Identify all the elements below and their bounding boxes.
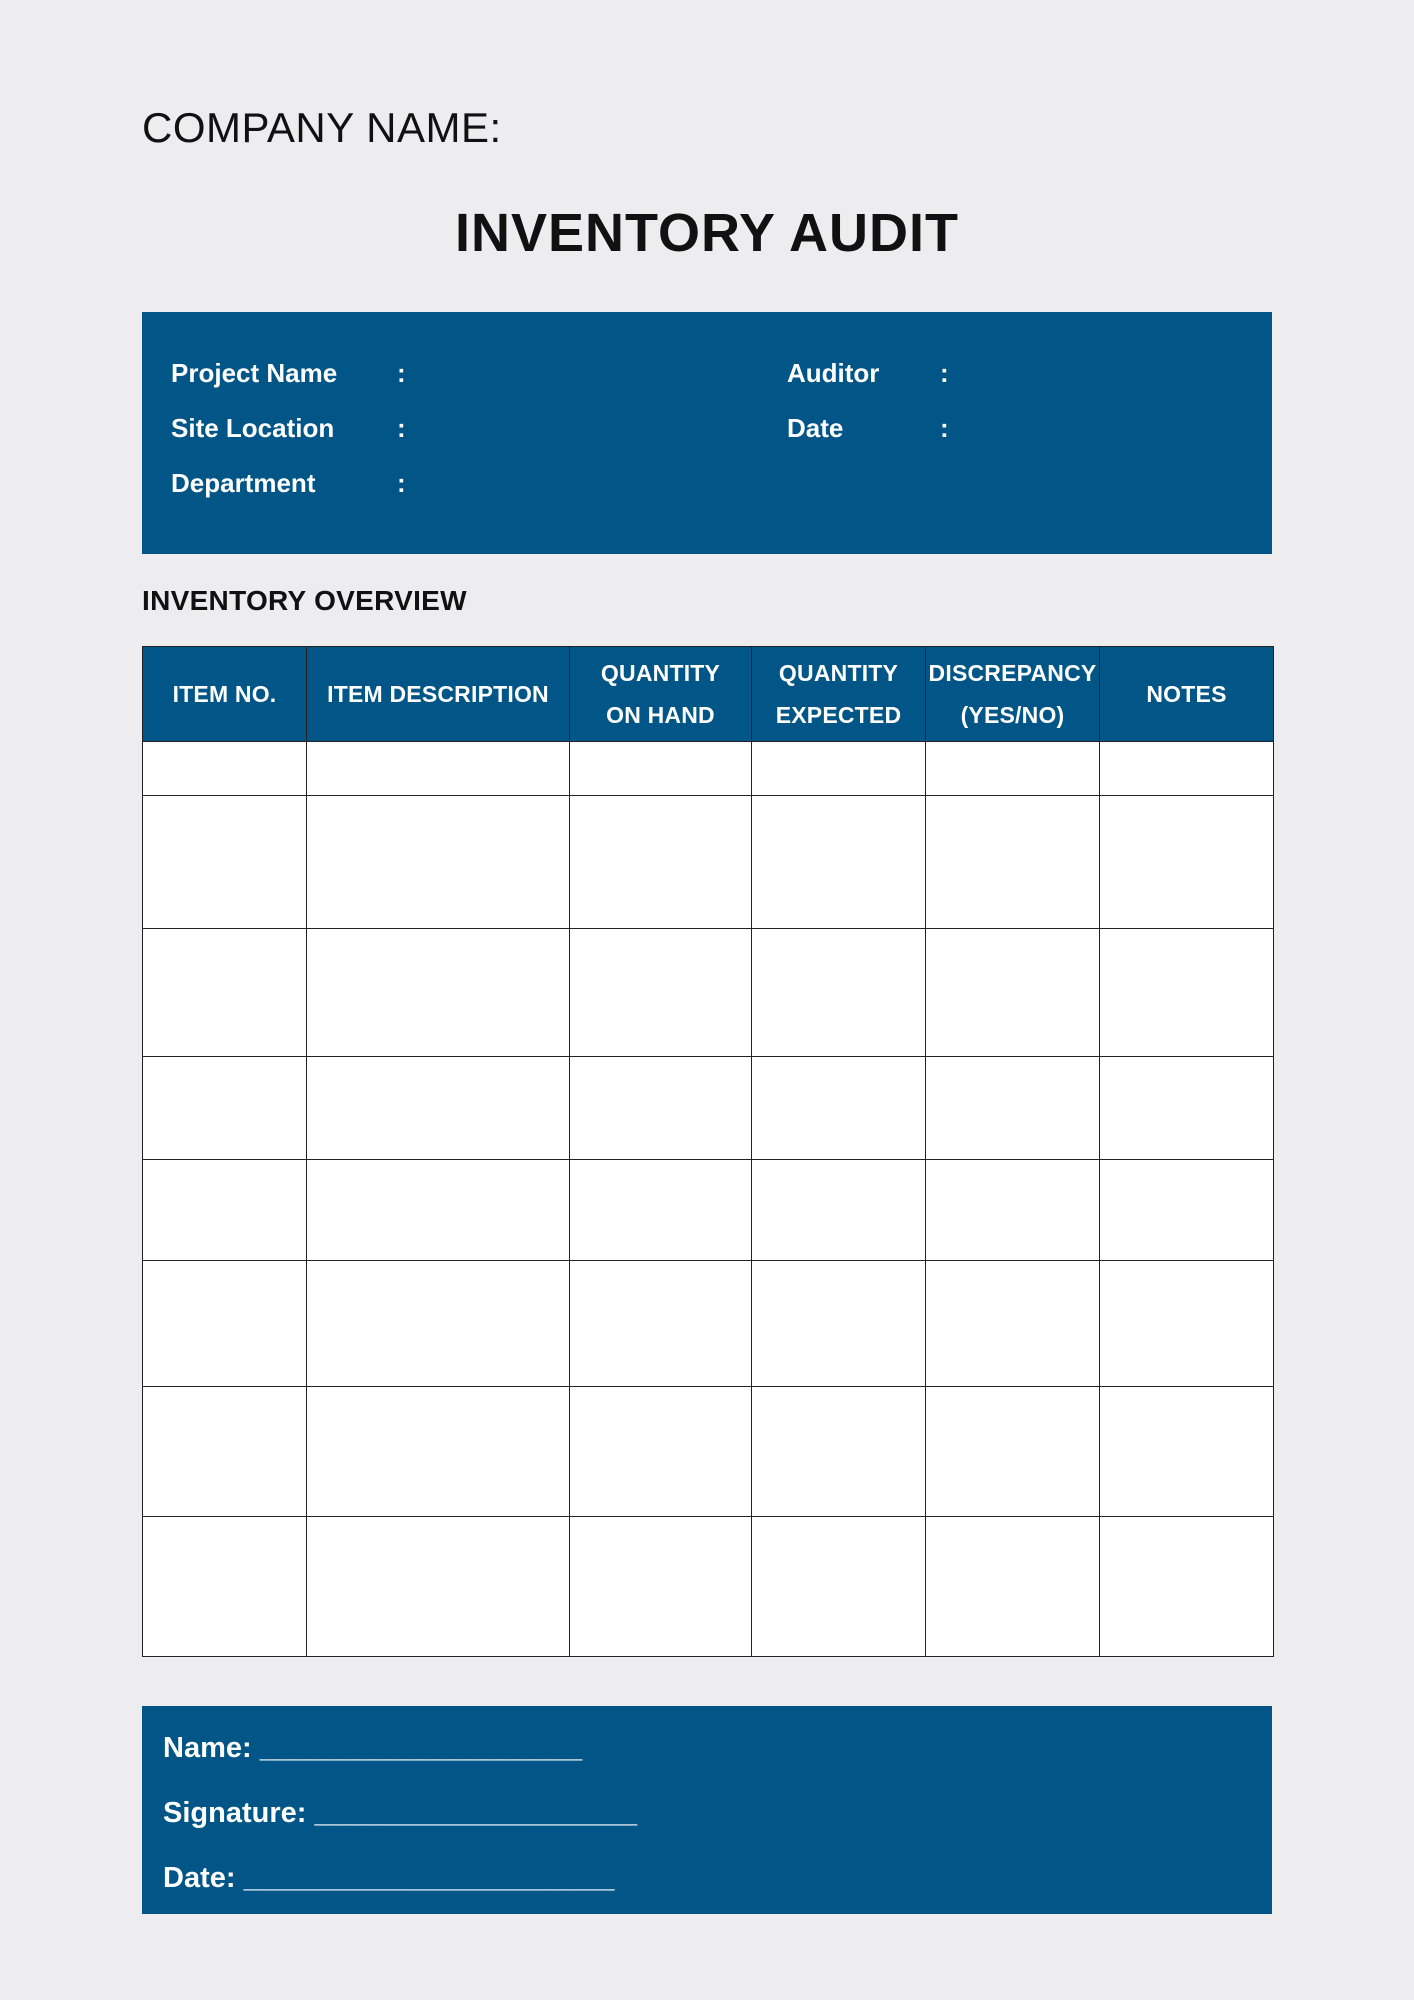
table-cell[interactable] xyxy=(570,929,752,1057)
table-cell[interactable] xyxy=(570,1261,752,1387)
table-cell[interactable] xyxy=(752,796,926,929)
table-cell[interactable] xyxy=(307,1261,570,1387)
column-header-line: QUANTITY xyxy=(778,660,899,686)
table-cell[interactable] xyxy=(307,929,570,1057)
inventory-table xyxy=(142,646,1274,1657)
table-cell[interactable] xyxy=(752,1387,926,1517)
date-label: Date xyxy=(787,413,844,443)
auditor-label: Auditor xyxy=(787,358,880,388)
project-name-row xyxy=(171,356,671,390)
table-cell[interactable] xyxy=(1100,796,1274,929)
department-label: Department xyxy=(171,468,316,498)
table-cell[interactable] xyxy=(307,742,570,796)
table-cell[interactable] xyxy=(307,1057,570,1160)
column-header-line: EXPECTED xyxy=(775,702,902,728)
column-header-quantity-expected xyxy=(752,647,926,742)
table-cell[interactable] xyxy=(926,1057,1100,1160)
table-cell[interactable] xyxy=(143,1387,307,1517)
name-signoff-field[interactable]: Name: ____________________ xyxy=(163,1732,583,1764)
table-cell[interactable] xyxy=(1100,1517,1274,1657)
table-cell[interactable] xyxy=(752,1517,926,1657)
date-signoff-field[interactable]: Date: _______________________ xyxy=(163,1862,615,1894)
table-row xyxy=(143,1387,1274,1517)
company-name-label: COMPANY NAME: xyxy=(142,104,502,151)
table-cell[interactable] xyxy=(143,929,307,1057)
column-header-line: ON HAND xyxy=(606,702,715,728)
table-cell[interactable] xyxy=(926,929,1100,1057)
table-cell[interactable] xyxy=(752,1057,926,1160)
table-cell[interactable] xyxy=(1100,929,1274,1057)
column-header-line: ITEM DESCRIPTION xyxy=(327,681,549,707)
table-cell[interactable] xyxy=(752,1261,926,1387)
table-cell[interactable] xyxy=(926,1160,1100,1261)
auditor-colon: : xyxy=(940,358,949,388)
table-cell[interactable] xyxy=(926,796,1100,929)
table-cell[interactable] xyxy=(570,796,752,929)
inventory-overview-heading: INVENTORY OVERVIEW xyxy=(142,585,467,616)
column-header-notes xyxy=(1100,647,1274,742)
column-header-line: DISCREPANCY xyxy=(928,660,1097,686)
table-row xyxy=(143,1261,1274,1387)
table-cell[interactable] xyxy=(570,1057,752,1160)
table-row xyxy=(143,742,1274,796)
table-cell[interactable] xyxy=(752,742,926,796)
page-title: INVENTORY AUDIT xyxy=(454,203,960,263)
column-header-item-no xyxy=(143,647,307,742)
column-header-item-description xyxy=(307,647,570,742)
column-header-quantity-on-hand xyxy=(570,647,752,742)
table-row xyxy=(143,1517,1274,1657)
table-cell[interactable] xyxy=(926,1261,1100,1387)
table-cell[interactable] xyxy=(570,1517,752,1657)
column-header-line: (YES/NO) xyxy=(960,702,1065,728)
table-cell[interactable] xyxy=(307,796,570,929)
table-row xyxy=(143,1160,1274,1261)
project-name-colon: : xyxy=(397,358,406,388)
auditor-row xyxy=(787,356,1187,390)
project-info-panel xyxy=(142,312,1272,554)
table-cell[interactable] xyxy=(143,1057,307,1160)
table-cell[interactable] xyxy=(143,1261,307,1387)
column-header-line: QUANTITY xyxy=(600,660,721,686)
table-cell[interactable] xyxy=(1100,1160,1274,1261)
project-name-label: Project Name xyxy=(171,358,338,388)
table-cell[interactable] xyxy=(143,796,307,929)
table-cell[interactable] xyxy=(752,1160,926,1261)
table-cell[interactable] xyxy=(570,742,752,796)
table-cell[interactable] xyxy=(1100,1387,1274,1517)
table-cell[interactable] xyxy=(307,1160,570,1261)
table-cell[interactable] xyxy=(1100,1057,1274,1160)
table-cell[interactable] xyxy=(570,1160,752,1261)
department-colon: : xyxy=(397,468,406,498)
table-cell[interactable] xyxy=(143,1160,307,1261)
site-location-label: Site Location xyxy=(171,413,335,443)
column-header-line: ITEM NO. xyxy=(172,681,277,707)
table-cell[interactable] xyxy=(1100,1261,1274,1387)
table-cell[interactable] xyxy=(926,742,1100,796)
signature-signoff-field[interactable]: Signature: ____________________ xyxy=(163,1797,638,1829)
date-row xyxy=(787,411,1187,445)
table-cell[interactable] xyxy=(307,1517,570,1657)
table-header-row xyxy=(143,647,1274,742)
column-header-line: NOTES xyxy=(1146,681,1227,707)
column-header-discrepancy xyxy=(926,647,1100,742)
table-cell[interactable] xyxy=(926,1387,1100,1517)
table-cell[interactable] xyxy=(570,1387,752,1517)
table-row xyxy=(143,796,1274,929)
site-location-colon: : xyxy=(397,413,406,443)
signoff-panel xyxy=(142,1706,1272,1914)
site-location-row xyxy=(171,411,671,445)
department-row xyxy=(171,466,671,500)
table-row xyxy=(143,1057,1274,1160)
date-colon: : xyxy=(940,413,949,443)
table-cell[interactable] xyxy=(143,1517,307,1657)
table-row xyxy=(143,929,1274,1057)
table-cell[interactable] xyxy=(143,742,307,796)
table-cell[interactable] xyxy=(926,1517,1100,1657)
table-cell[interactable] xyxy=(1100,742,1274,796)
table-cell[interactable] xyxy=(307,1387,570,1517)
table-cell[interactable] xyxy=(752,929,926,1057)
